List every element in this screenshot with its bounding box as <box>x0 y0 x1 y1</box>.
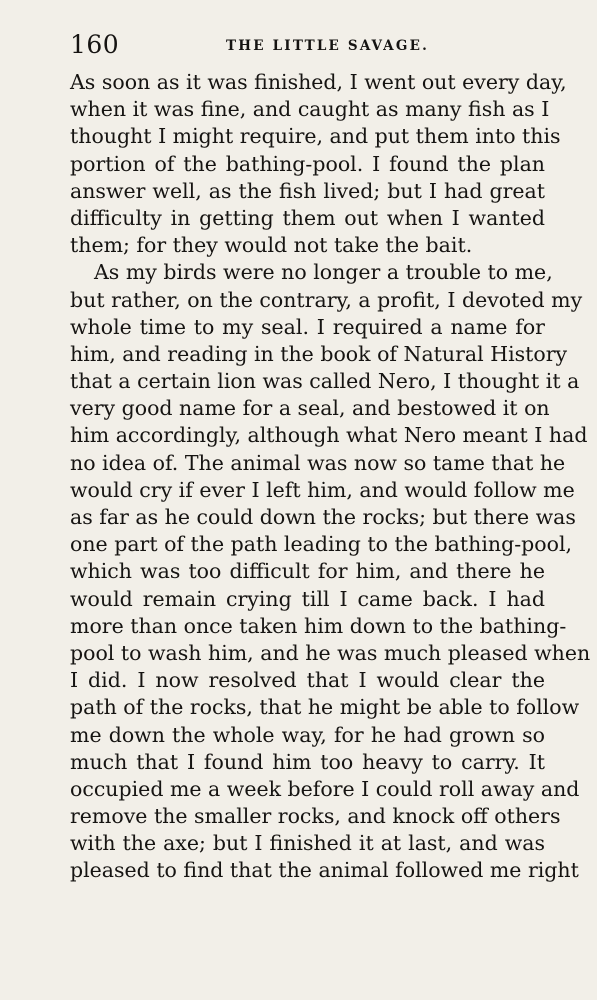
page-number: 160 <box>70 30 120 59</box>
text-line: them; for they would not take the bait. <box>70 233 473 258</box>
page-header <box>70 30 545 60</box>
text-line: As soon as it was finished, I went out every day, <box>70 70 567 94</box>
text-line: him accordingly, although what Nero meant I had <box>70 423 588 448</box>
text-line: pleased to find that the animal followed me right <box>70 858 579 883</box>
text-line: more than once taken him down to the bathing- <box>70 613 567 638</box>
text-line: no idea of. The animal was now so tame that he <box>70 450 566 475</box>
paragraph-2 <box>70 259 591 884</box>
text-line: which was too difficult for him, and there he <box>70 559 545 584</box>
running-title: THE LITTLE SAVAGE. <box>226 38 429 54</box>
text-line: one part of the path leading to the bathing-pool, <box>70 532 573 557</box>
text-line: would remain crying till I came back. I had <box>70 586 545 611</box>
text-line: As my birds were no longer a trouble to me, <box>94 260 553 285</box>
text-line: that a certain lion was called Nero, I thought it a <box>70 369 580 394</box>
text-line: portion of the bathing-pool. I found the plan <box>70 151 545 176</box>
text-line: me down the whole way, for he had grown so <box>70 722 545 747</box>
body-text <box>70 69 591 885</box>
text-line: answer well, as the fish lived; but I had great <box>70 178 545 203</box>
text-line: remove the smaller rocks, and knock off others <box>70 804 561 829</box>
text-line: with the axe; but I finished it at last, and was <box>70 831 545 856</box>
text-line: very good name for a seal, and bestowed it on <box>70 396 550 421</box>
text-line: difficulty in getting them out when I wanted <box>70 205 545 230</box>
text-line: when it was fine, and caught as many fish as I <box>70 97 550 122</box>
text-line: would cry if ever I left him, and would follow me <box>70 477 575 502</box>
text-line: thought I might require, and put them into this <box>70 124 561 149</box>
text-line: much that I found him too heavy to carry. It <box>70 749 545 774</box>
text-line: pool to wash him, and he was much pleased when <box>70 640 591 665</box>
paragraph-1 <box>70 69 567 259</box>
text-line: but rather, on the contrary, a profit, I devoted my <box>70 287 583 312</box>
text-line: occupied me a week before I could roll away and <box>70 776 580 801</box>
text-line: I did. I now resolved that I would clear the <box>70 668 545 693</box>
text-line: whole time to my seal. I required a name for <box>70 314 545 339</box>
text-line: as far as he could down the rocks; but there was <box>70 505 576 529</box>
text-line: path of the rocks, that he might be able to follow <box>70 695 580 720</box>
text-line: him, and reading in the book of Natural History <box>70 341 568 366</box>
